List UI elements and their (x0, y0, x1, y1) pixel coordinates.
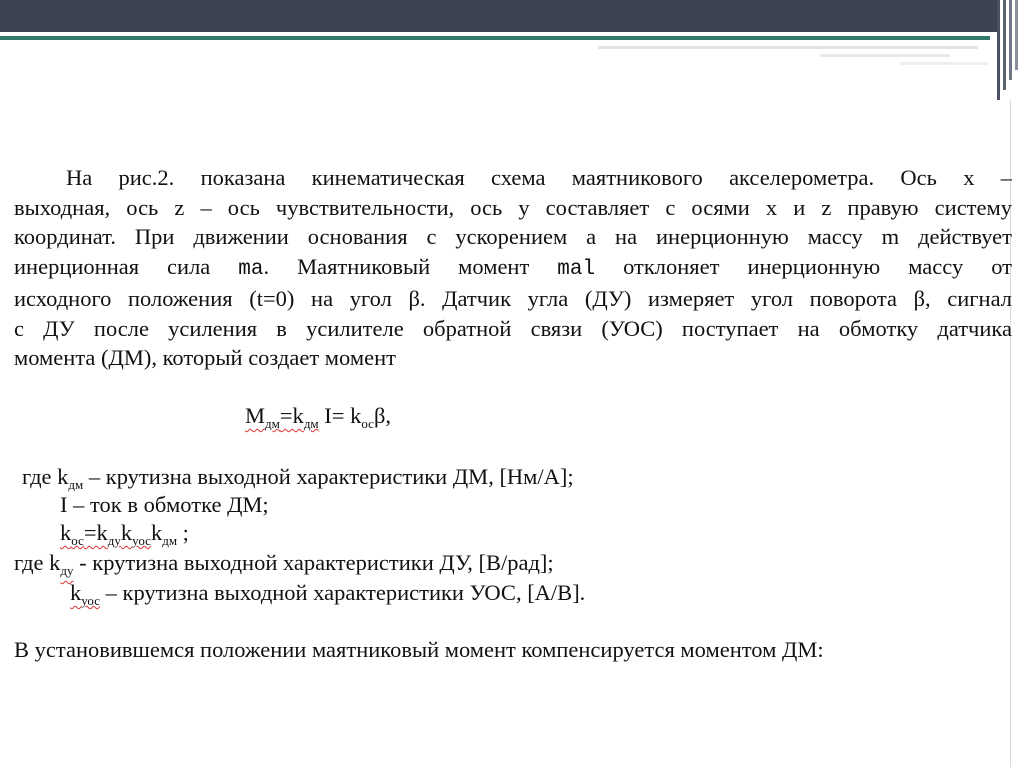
definition-kdu: где $k_{ду}$ - крутизна выходной характеристики ДУ, [В/рад]; (14, 550, 554, 578)
definition-kuos: $k_{уос}$ – крутизна выходной характеристики УОС, [А/В]. (70, 580, 586, 608)
definition-kdm: где $k_{дм}$ – крутизна выходной характеристики ДМ, [Нм/А]; (22, 464, 574, 492)
text-line: исходного положения (t=0) на угол β. Датчик угла (ДУ) измеряет угол поворота β, сигнал (14, 286, 1012, 311)
text-line: координат. При движении основания с ускорением a на инерционную массу m действует (14, 224, 1012, 249)
text-line: выходная, ось z – ось чувствительности, ось y составляет с осями x и z правую систему (14, 194, 1012, 220)
main-paragraph (14, 163, 1012, 373)
title-bar (0, 0, 1000, 32)
definition-current: I – ток в обмотке ДМ; (60, 492, 269, 517)
text-line: момента (ДМ), который создает момент (14, 345, 396, 370)
formula: $M_{дм}=k_{дм}$ $I= k_{ос}\beta$, (245, 403, 392, 431)
decor-stripe (900, 62, 988, 65)
text-line: На рис.2. показана кинематическая схема маятникового акселерометра. Ось x – (66, 165, 1012, 190)
decor-stripe (598, 46, 978, 49)
text-line: инерционная сила ma. Маятниковый момент mal отклоняет инерционную массу от (14, 253, 1012, 281)
corner-decoration (996, 0, 1024, 100)
decor-stripe (820, 54, 950, 57)
conclusion-text: В установившемся положении маятниковый момент компенсируется моментом ДМ: (14, 637, 824, 662)
text-line: с ДУ после усиления в усилителе обратной связи (УОС) поступает на обмотку датчика (14, 315, 1012, 341)
accent-line (0, 36, 990, 40)
definition-kos: $k_{ос}=k_{ду}k_{уос}k_{дм}$ ; (60, 520, 189, 548)
